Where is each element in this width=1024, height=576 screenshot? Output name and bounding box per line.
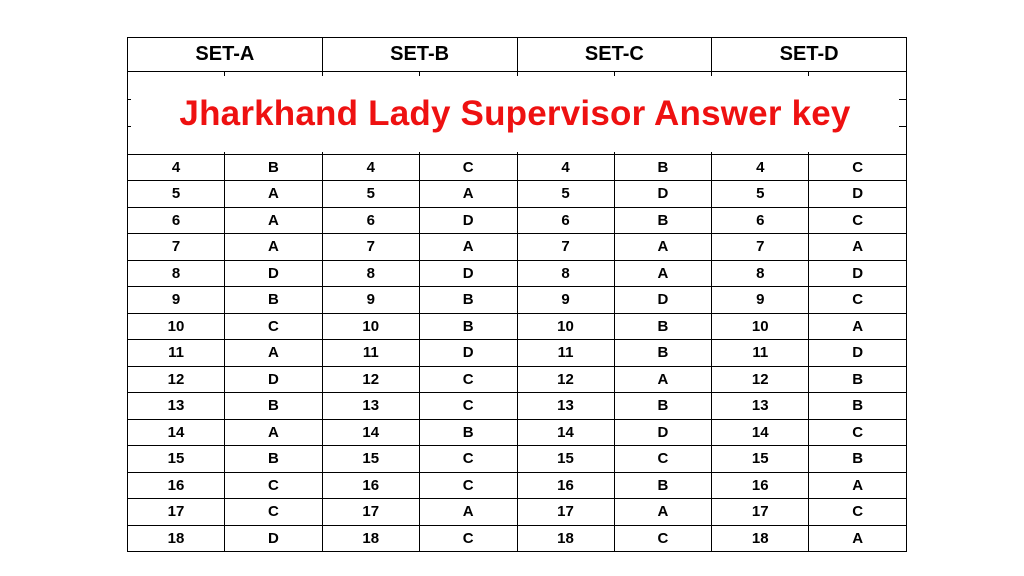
- set-b-answer: B: [419, 419, 517, 446]
- table-row: [128, 234, 907, 261]
- set-b-answer: C: [419, 472, 517, 499]
- table-row: [128, 393, 907, 420]
- set-c-question-number: 14: [517, 419, 614, 446]
- table-row: [128, 446, 907, 473]
- set-a-answer: B: [225, 287, 323, 314]
- set-d-answer: B: [809, 446, 907, 473]
- set-c-question-number: 10: [517, 313, 614, 340]
- set-c-answer: D: [614, 419, 712, 446]
- set-d-question-number: 8: [712, 260, 809, 287]
- set-c-question-number: 15: [517, 446, 614, 473]
- set-c-answer: A: [614, 234, 712, 261]
- set-d-question-number: 14: [712, 419, 809, 446]
- table-row: [128, 181, 907, 208]
- set-c-question-number: 16: [517, 472, 614, 499]
- set-c-question-number: 7: [517, 234, 614, 261]
- set-a-answer: A: [225, 207, 323, 234]
- set-a-question-number: 4: [128, 154, 225, 181]
- set-c-answer: A: [614, 366, 712, 393]
- set-b-question-number: 11: [322, 340, 419, 367]
- set-d-answer: D: [809, 181, 907, 208]
- set-d-answer: C: [809, 419, 907, 446]
- set-c-answer: A: [614, 499, 712, 526]
- set-b-question-number: 6: [322, 207, 419, 234]
- set-a-question-number: 13: [128, 393, 225, 420]
- set-d-question-number: 6: [712, 207, 809, 234]
- set-a-question-number: 16: [128, 472, 225, 499]
- set-d-question-number: 12: [712, 366, 809, 393]
- set-d-answer: C: [809, 154, 907, 181]
- set-a-question-number: 15: [128, 446, 225, 473]
- set-b-answer: B: [419, 287, 517, 314]
- set-a-answer: D: [225, 260, 323, 287]
- set-d-answer: A: [809, 472, 907, 499]
- set-a-answer: A: [225, 234, 323, 261]
- table-row: [128, 419, 907, 446]
- set-d-question-number: 17: [712, 499, 809, 526]
- set-b-answer: A: [419, 234, 517, 261]
- table-row: [128, 499, 907, 526]
- set-c-question-number: 6: [517, 207, 614, 234]
- set-d-question-number: 7: [712, 234, 809, 261]
- set-b-answer: C: [419, 446, 517, 473]
- set-a-question-number: 7: [128, 234, 225, 261]
- set-b-question-number: 13: [322, 393, 419, 420]
- set-a-answer: B: [225, 393, 323, 420]
- set-b-answer: C: [419, 525, 517, 552]
- set-c-question-number: 17: [517, 499, 614, 526]
- set-d-question-number: 9: [712, 287, 809, 314]
- set-c-header: SET-C: [517, 38, 712, 72]
- set-c-answer: C: [614, 446, 712, 473]
- set-c-answer: B: [614, 313, 712, 340]
- set-b-question-number: 10: [322, 313, 419, 340]
- set-d-question-number: 10: [712, 313, 809, 340]
- set-a-answer: A: [225, 340, 323, 367]
- set-b-answer: B: [419, 313, 517, 340]
- table-row: [128, 287, 907, 314]
- set-c-answer: D: [614, 287, 712, 314]
- set-d-answer: C: [809, 207, 907, 234]
- set-d-answer: D: [809, 340, 907, 367]
- set-b-answer: C: [419, 366, 517, 393]
- set-d-question-number: 5: [712, 181, 809, 208]
- set-c-answer: A: [614, 260, 712, 287]
- set-a-question-number: 18: [128, 525, 225, 552]
- set-b-answer: D: [419, 340, 517, 367]
- page-title: Jharkhand Lady Supervisor Answer key: [179, 94, 851, 133]
- set-d-answer: C: [809, 499, 907, 526]
- set-b-question-number: 15: [322, 446, 419, 473]
- set-b-question-number: 5: [322, 181, 419, 208]
- set-header-row: [128, 38, 907, 72]
- set-b-answer: D: [419, 207, 517, 234]
- set-a-answer: D: [225, 366, 323, 393]
- set-b-question-number: 12: [322, 366, 419, 393]
- set-a-question-number: 10: [128, 313, 225, 340]
- set-d-answer: D: [809, 260, 907, 287]
- set-c-question-number: 18: [517, 525, 614, 552]
- set-d-question-number: 11: [712, 340, 809, 367]
- set-b-question-number: 16: [322, 472, 419, 499]
- set-d-question-number: 13: [712, 393, 809, 420]
- set-a-question-number: 12: [128, 366, 225, 393]
- set-a-answer: C: [225, 472, 323, 499]
- set-c-question-number: 9: [517, 287, 614, 314]
- set-d-question-number: 4: [712, 154, 809, 181]
- table-row: [128, 207, 907, 234]
- set-b-question-number: 18: [322, 525, 419, 552]
- set-a-answer: A: [225, 419, 323, 446]
- set-d-answer: B: [809, 393, 907, 420]
- set-a-question-number: 6: [128, 207, 225, 234]
- set-d-question-number: 15: [712, 446, 809, 473]
- set-c-answer: B: [614, 207, 712, 234]
- set-a-question-number: 8: [128, 260, 225, 287]
- set-b-question-number: 7: [322, 234, 419, 261]
- table-row: [128, 340, 907, 367]
- set-a-question-number: 5: [128, 181, 225, 208]
- table-row: [128, 154, 907, 181]
- set-c-answer: B: [614, 340, 712, 367]
- set-d-answer: A: [809, 313, 907, 340]
- title-banner: [131, 76, 899, 152]
- set-c-answer: D: [614, 181, 712, 208]
- set-c-answer: C: [614, 525, 712, 552]
- set-b-answer: C: [419, 154, 517, 181]
- set-d-answer: A: [809, 234, 907, 261]
- set-c-question-number: 13: [517, 393, 614, 420]
- set-d-answer: C: [809, 287, 907, 314]
- set-c-question-number: 11: [517, 340, 614, 367]
- set-b-answer: C: [419, 393, 517, 420]
- set-a-answer: C: [225, 313, 323, 340]
- set-a-answer: B: [225, 154, 323, 181]
- table-row: [128, 313, 907, 340]
- set-a-question-number: 9: [128, 287, 225, 314]
- set-a-question-number: 14: [128, 419, 225, 446]
- set-c-question-number: 12: [517, 366, 614, 393]
- set-c-answer: B: [614, 472, 712, 499]
- set-d-header: SET-D: [712, 38, 907, 72]
- table-row: [128, 366, 907, 393]
- set-a-answer: D: [225, 525, 323, 552]
- set-a-answer: B: [225, 446, 323, 473]
- set-b-question-number: 9: [322, 287, 419, 314]
- set-b-question-number: 4: [322, 154, 419, 181]
- set-d-question-number: 16: [712, 472, 809, 499]
- set-d-answer: A: [809, 525, 907, 552]
- set-d-question-number: 18: [712, 525, 809, 552]
- set-c-question-number: 8: [517, 260, 614, 287]
- set-b-header: SET-B: [322, 38, 517, 72]
- set-c-answer: B: [614, 393, 712, 420]
- set-c-question-number: 4: [517, 154, 614, 181]
- set-a-header: SET-A: [128, 38, 323, 72]
- set-b-question-number: 17: [322, 499, 419, 526]
- set-d-answer: B: [809, 366, 907, 393]
- table-row: [128, 472, 907, 499]
- set-a-answer: C: [225, 499, 323, 526]
- set-c-answer: B: [614, 154, 712, 181]
- table-row: [128, 260, 907, 287]
- set-a-answer: A: [225, 181, 323, 208]
- set-b-question-number: 14: [322, 419, 419, 446]
- set-c-question-number: 5: [517, 181, 614, 208]
- set-a-question-number: 17: [128, 499, 225, 526]
- set-b-answer: A: [419, 499, 517, 526]
- set-a-question-number: 11: [128, 340, 225, 367]
- set-b-answer: A: [419, 181, 517, 208]
- set-b-answer: D: [419, 260, 517, 287]
- table-row: [128, 525, 907, 552]
- set-b-question-number: 8: [322, 260, 419, 287]
